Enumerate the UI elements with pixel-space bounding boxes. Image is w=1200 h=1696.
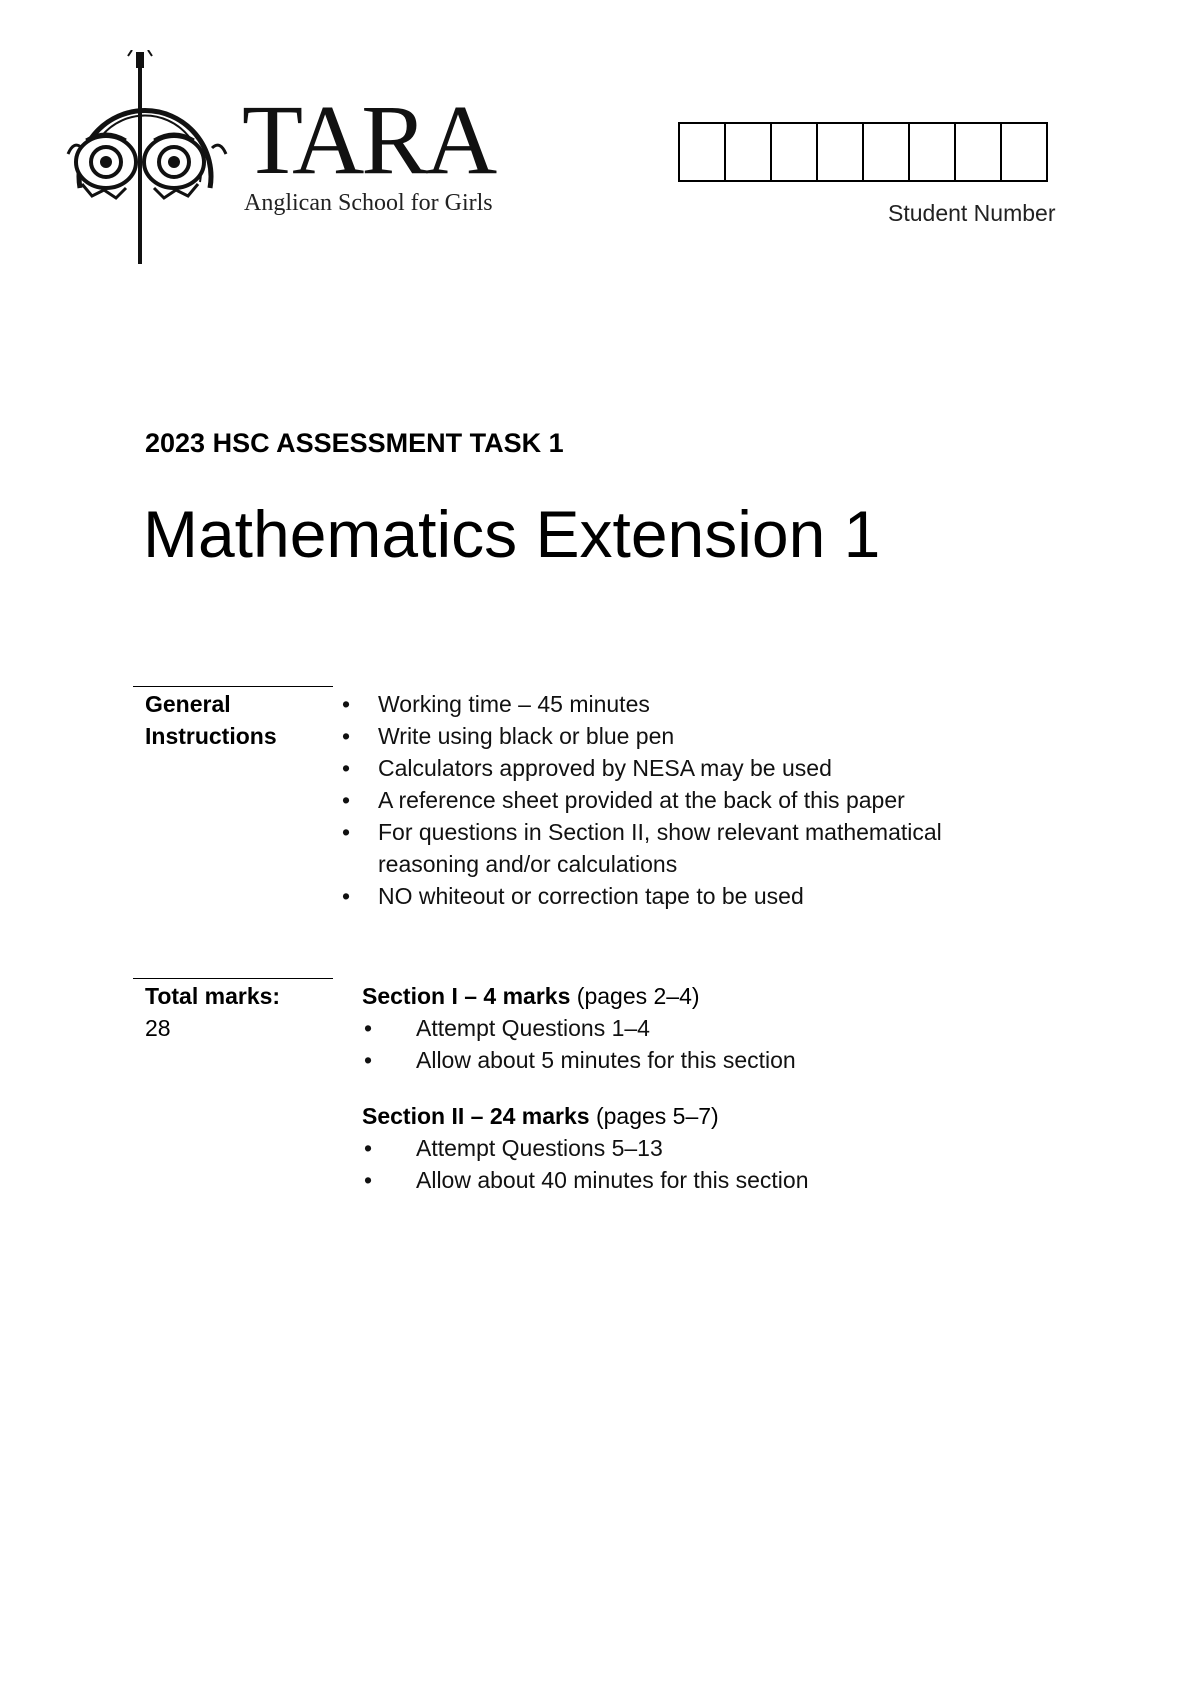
section-title: Section II – 24 marks (362, 1103, 590, 1129)
bullet-icon: • (342, 691, 351, 717)
school-tagline: Anglican School for Girls (244, 190, 493, 216)
instruction-item (340, 784, 1040, 816)
student-number-digit-box[interactable] (818, 124, 864, 180)
school-logo (60, 50, 510, 265)
section-heading (362, 980, 1062, 1012)
general-instructions-label-line2: Instructions (145, 723, 277, 749)
instruction-text: NO whiteout or correction tape to be used (378, 883, 804, 909)
bullet-icon: • (364, 1167, 373, 1193)
student-number-label: Student Number (888, 200, 1056, 226)
bullet-icon: • (342, 819, 351, 845)
general-instructions-list (340, 688, 1040, 912)
instruction-text: A reference sheet provided at the back of this paper (378, 787, 905, 813)
subject-title: Mathematics Extension 1 (143, 497, 881, 571)
tara-brooch-emblem-icon (60, 50, 235, 265)
instruction-item (340, 688, 1040, 720)
student-number-digit-box[interactable] (772, 124, 818, 180)
section-2-info (362, 1100, 1062, 1196)
section-1-info (362, 980, 1062, 1076)
bullet-icon: • (342, 755, 351, 781)
section-pages: (pages 2–4) (576, 983, 700, 1009)
section-item-text: Attempt Questions 1–4 (416, 1015, 650, 1041)
section-item-text: Allow about 5 minutes for this section (416, 1047, 796, 1073)
divider-rule (133, 686, 333, 687)
instruction-item (340, 816, 1040, 880)
bullet-icon: • (342, 787, 351, 813)
instruction-item (340, 880, 1040, 912)
section-item (362, 1164, 1062, 1196)
instruction-item (340, 752, 1040, 784)
section-item-text: Attempt Questions 5–13 (416, 1135, 663, 1161)
student-number-boxes[interactable] (678, 122, 1048, 182)
section-item (362, 1132, 1062, 1164)
student-number-digit-box[interactable] (1002, 124, 1046, 180)
student-number-digit-box[interactable] (864, 124, 910, 180)
assessment-task-title: 2023 HSC ASSESSMENT TASK 1 (145, 428, 564, 458)
section-pages: (pages 5–7) (595, 1103, 719, 1129)
total-marks-value: 28 (145, 1015, 171, 1041)
student-number-digit-box[interactable] (726, 124, 772, 180)
section-item (362, 1044, 1062, 1076)
instruction-text: For questions in Section II, show relevant mathematical reasoning and/or calculations (378, 819, 942, 877)
student-number-digit-box[interactable] (680, 124, 726, 180)
divider-rule (133, 978, 333, 979)
instruction-item (340, 720, 1040, 752)
bullet-icon: • (364, 1047, 373, 1073)
bullet-icon: • (342, 883, 351, 909)
student-number-digit-box[interactable] (910, 124, 956, 180)
section-2-list (362, 1132, 1062, 1196)
instruction-text: Working time – 45 minutes (378, 691, 650, 717)
general-instructions-label-line1: General (145, 691, 231, 717)
section-item-text: Allow about 40 minutes for this section (416, 1167, 809, 1193)
school-name: TARA (242, 84, 495, 195)
section-1-list (362, 1012, 1062, 1076)
total-marks-label: Total marks: (145, 983, 281, 1009)
instruction-text: Calculators approved by NESA may be used (378, 755, 832, 781)
instruction-text: Write using black or blue pen (378, 723, 675, 749)
student-number-digit-box[interactable] (956, 124, 1002, 180)
bullet-icon: • (364, 1015, 373, 1041)
section-title: Section I – 4 marks (362, 983, 571, 1009)
bullet-icon: • (364, 1135, 373, 1161)
general-instructions-label (145, 688, 315, 752)
section-heading (362, 1100, 1062, 1132)
bullet-icon: • (342, 723, 351, 749)
section-item (362, 1012, 1062, 1044)
